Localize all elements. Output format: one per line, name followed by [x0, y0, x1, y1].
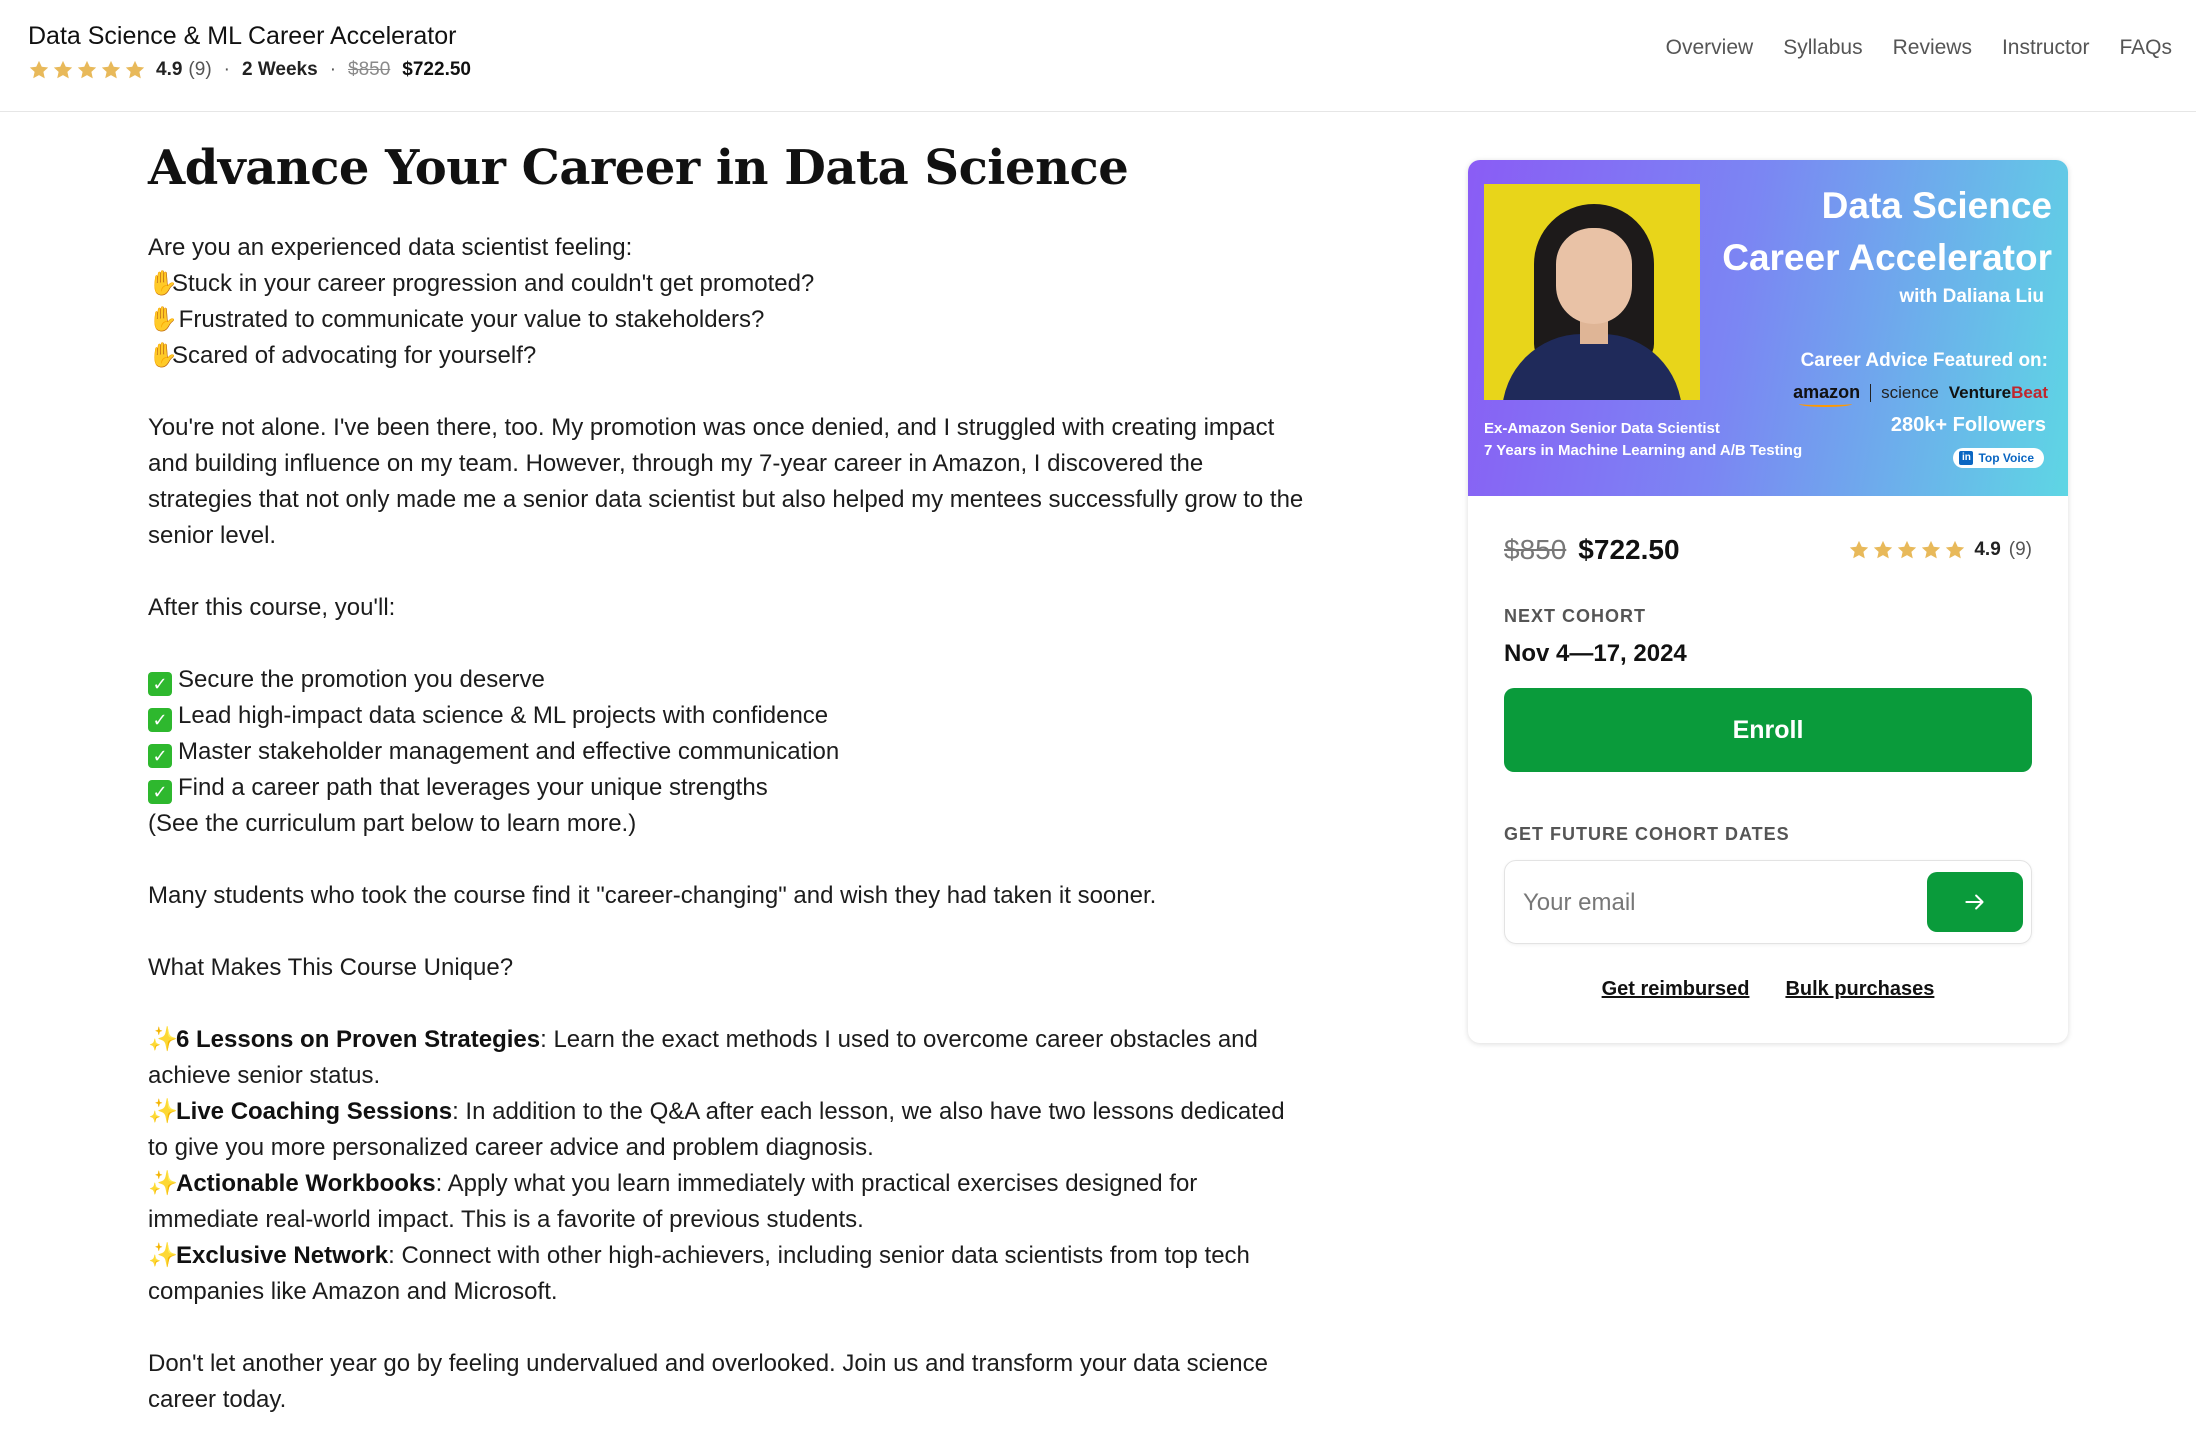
- banner-featured-label: Career Advice Featured on:: [1800, 350, 2048, 371]
- submit-email-button[interactable]: [1927, 872, 2023, 932]
- nav-instructor[interactable]: Instructor: [2001, 36, 2090, 59]
- experience-line: Ex-Amazon Senior Data Scientist: [1484, 420, 1720, 437]
- feature-text: : In addition to the Q&A after each lesson, we also have two lessons dedicated to give you more personalized career advice and problem diagnosis.: [148, 1098, 1285, 1161]
- venturebeat-logo: VentureBeat: [1948, 382, 2048, 402]
- card-old-price: $850: [1504, 534, 1567, 565]
- sparkles-icon: ✨: [148, 1098, 178, 1125]
- banner-title: [1722, 180, 2052, 284]
- description-body: [148, 230, 1308, 1418]
- course-meta: [28, 56, 471, 84]
- card-rating: [1848, 539, 2032, 561]
- sparkles-icon: ✨: [148, 1242, 178, 1269]
- instructor-photo: [1484, 184, 1700, 400]
- pain-point: [148, 266, 1308, 302]
- nav-syllabus[interactable]: Syllabus: [1783, 36, 1863, 59]
- feature-title: 6 Lessons on Proven Strategies: [176, 1026, 541, 1053]
- current-price: $722.50: [402, 59, 471, 80]
- feature-item: [148, 1022, 1308, 1094]
- pain-point: [148, 338, 1308, 374]
- top-header: [0, 0, 2196, 112]
- feature-title: Actionable Workbooks: [176, 1170, 436, 1197]
- raised-hand-icon: ✋: [148, 342, 178, 369]
- next-cohort-label: NEXT COHORT: [1504, 606, 1647, 626]
- banner-title-line: Data Science: [1821, 185, 2052, 226]
- pain-point-text: Scared of advocating for yourself?: [172, 342, 537, 369]
- banner-title-line: Career Accelerator: [1722, 237, 2052, 278]
- rating-stars: [1848, 539, 1966, 561]
- star-icon: [1920, 539, 1942, 561]
- email-signup: [1504, 860, 2032, 944]
- unique-heading: What Makes This Course Unique?: [148, 954, 514, 981]
- raised-hand-icon: ✋: [148, 306, 178, 333]
- star-icon: [100, 59, 122, 81]
- rating-count: (9): [2008, 539, 2032, 560]
- top-voice-label: Top Voice: [1978, 451, 2034, 465]
- feature-text: : Connect with other high-achievers, including senior data scientists from top tech companies like Amazon and Microsoft.: [148, 1242, 1250, 1305]
- sparkles-icon: ✨: [148, 1170, 178, 1197]
- outcome-text: Lead high-impact data science & ML projects with confidence: [178, 702, 829, 729]
- nav-faqs[interactable]: FAQs: [2119, 36, 2172, 59]
- curriculum-note: (See the curriculum part below to learn more.): [148, 810, 637, 837]
- amazon-logo: amazon: [1793, 382, 1861, 402]
- outcome-text: Find a career path that leverages your unique strengths: [178, 774, 768, 801]
- arrow-right-icon: [1962, 889, 1988, 915]
- instructor-experience: [1484, 418, 1802, 462]
- nav-overview[interactable]: Overview: [1665, 36, 1754, 59]
- logo-divider: [1870, 384, 1871, 402]
- check-mark-icon: ✓: [148, 708, 172, 732]
- rating-stars: [28, 59, 146, 81]
- card-current-price: $722.50: [1578, 534, 1680, 565]
- after-course-intro: After this course, you'll:: [148, 594, 396, 621]
- old-price: $850: [348, 59, 391, 80]
- page-title: Advance Your Career in Data Science: [148, 140, 1129, 196]
- star-icon: [1944, 539, 1966, 561]
- check-mark-icon: ✓: [148, 672, 172, 696]
- outcome-text: Master stakeholder management and effective communication: [178, 738, 840, 765]
- banner-instructor: with Daliana Liu: [1899, 286, 2044, 307]
- course-title: Data Science & ML Career Accelerator: [28, 22, 457, 50]
- feature-text: : Apply what you learn immediately with practical exercises designed for immediate real-world impact. This is a favorite of previous students.: [148, 1170, 1198, 1233]
- followers-count: 280k+ Followers: [1890, 414, 2046, 436]
- outcome-item: [148, 662, 1308, 698]
- testimonial-text: Many students who took the course find it "career-changing" and wish they had taken it sooner.: [148, 882, 1157, 909]
- pain-point-text: Frustrated to communicate your value to stakeholders?: [172, 306, 765, 333]
- nav-reviews[interactable]: Reviews: [1892, 36, 1972, 59]
- get-reimbursed-link[interactable]: Get reimbursed: [1601, 978, 1750, 1000]
- pain-point: [148, 302, 1308, 338]
- section-nav: [1666, 36, 2172, 60]
- star-icon: [76, 59, 98, 81]
- pain-point-text: Stuck in your career progression and couldn't get promoted?: [172, 270, 815, 297]
- separator-dot: ·: [329, 59, 337, 80]
- star-icon: [1896, 539, 1918, 561]
- outcome-item: [148, 734, 1308, 770]
- feature-text: : Learn the exact methods I used to overcome career obstacles and achieve senior status.: [148, 1026, 1258, 1089]
- outcome-item: [148, 770, 1308, 806]
- feature-title: Exclusive Network: [176, 1242, 389, 1269]
- feature-item: [148, 1238, 1308, 1310]
- cohort-dates: Nov 4—17, 2024: [1504, 640, 1687, 667]
- intro-text: Are you an experienced data scientist feeling:: [148, 234, 633, 261]
- science-logo: science: [1881, 382, 1939, 402]
- rating-count: (9): [188, 59, 212, 80]
- rating-value: 4.9: [156, 59, 183, 80]
- star-icon: [28, 59, 50, 81]
- featured-logos: [1793, 382, 2048, 403]
- bulk-purchases-link[interactable]: Bulk purchases: [1785, 978, 1935, 1000]
- future-cohort-label: GET FUTURE COHORT DATES: [1504, 824, 1790, 844]
- story-paragraph: You're not alone. I've been there, too. My promotion was once denied, and I struggled with creating impact and building influence on my team. However, through my 7-year career in Amazon, I discovered the strategies that not only made me a senior data scientist but also helped my mentees successfully grow to the senior level.: [148, 414, 1304, 549]
- raised-hand-icon: ✋: [148, 270, 178, 297]
- feature-item: [148, 1094, 1308, 1166]
- enroll-button[interactable]: Enroll: [1504, 688, 2032, 772]
- outcome-text: Secure the promotion you deserve: [178, 666, 545, 693]
- check-mark-icon: ✓: [148, 744, 172, 768]
- separator-dot: ·: [223, 59, 230, 80]
- card-links: [1504, 978, 2032, 1001]
- course-banner: [1468, 160, 2068, 496]
- linkedin-icon: in: [1959, 451, 1973, 465]
- sparkles-icon: ✨: [148, 1026, 178, 1053]
- feature-item: [148, 1166, 1308, 1238]
- enroll-card: [1468, 160, 2068, 1043]
- experience-line: 7 Years in Machine Learning and A/B Testing: [1484, 442, 1803, 459]
- email-field[interactable]: [1523, 881, 1903, 925]
- card-price-row: [1504, 530, 2032, 570]
- course-description: [148, 138, 1308, 1418]
- course-duration: 2 Weeks: [241, 59, 318, 80]
- star-icon: [52, 59, 74, 81]
- rating-value: 4.9: [1974, 539, 2001, 560]
- closing-paragraph: Don't let another year go by feeling undervalued and overlooked. Join us and transform your data science career today.: [148, 1350, 1268, 1413]
- top-voice-badge: [1953, 448, 2044, 468]
- check-mark-icon: ✓: [148, 780, 172, 804]
- outcome-item: [148, 698, 1308, 734]
- star-icon: [124, 59, 146, 81]
- star-icon: [1872, 539, 1894, 561]
- feature-title: Live Coaching Sessions: [176, 1098, 453, 1125]
- star-icon: [1848, 539, 1870, 561]
